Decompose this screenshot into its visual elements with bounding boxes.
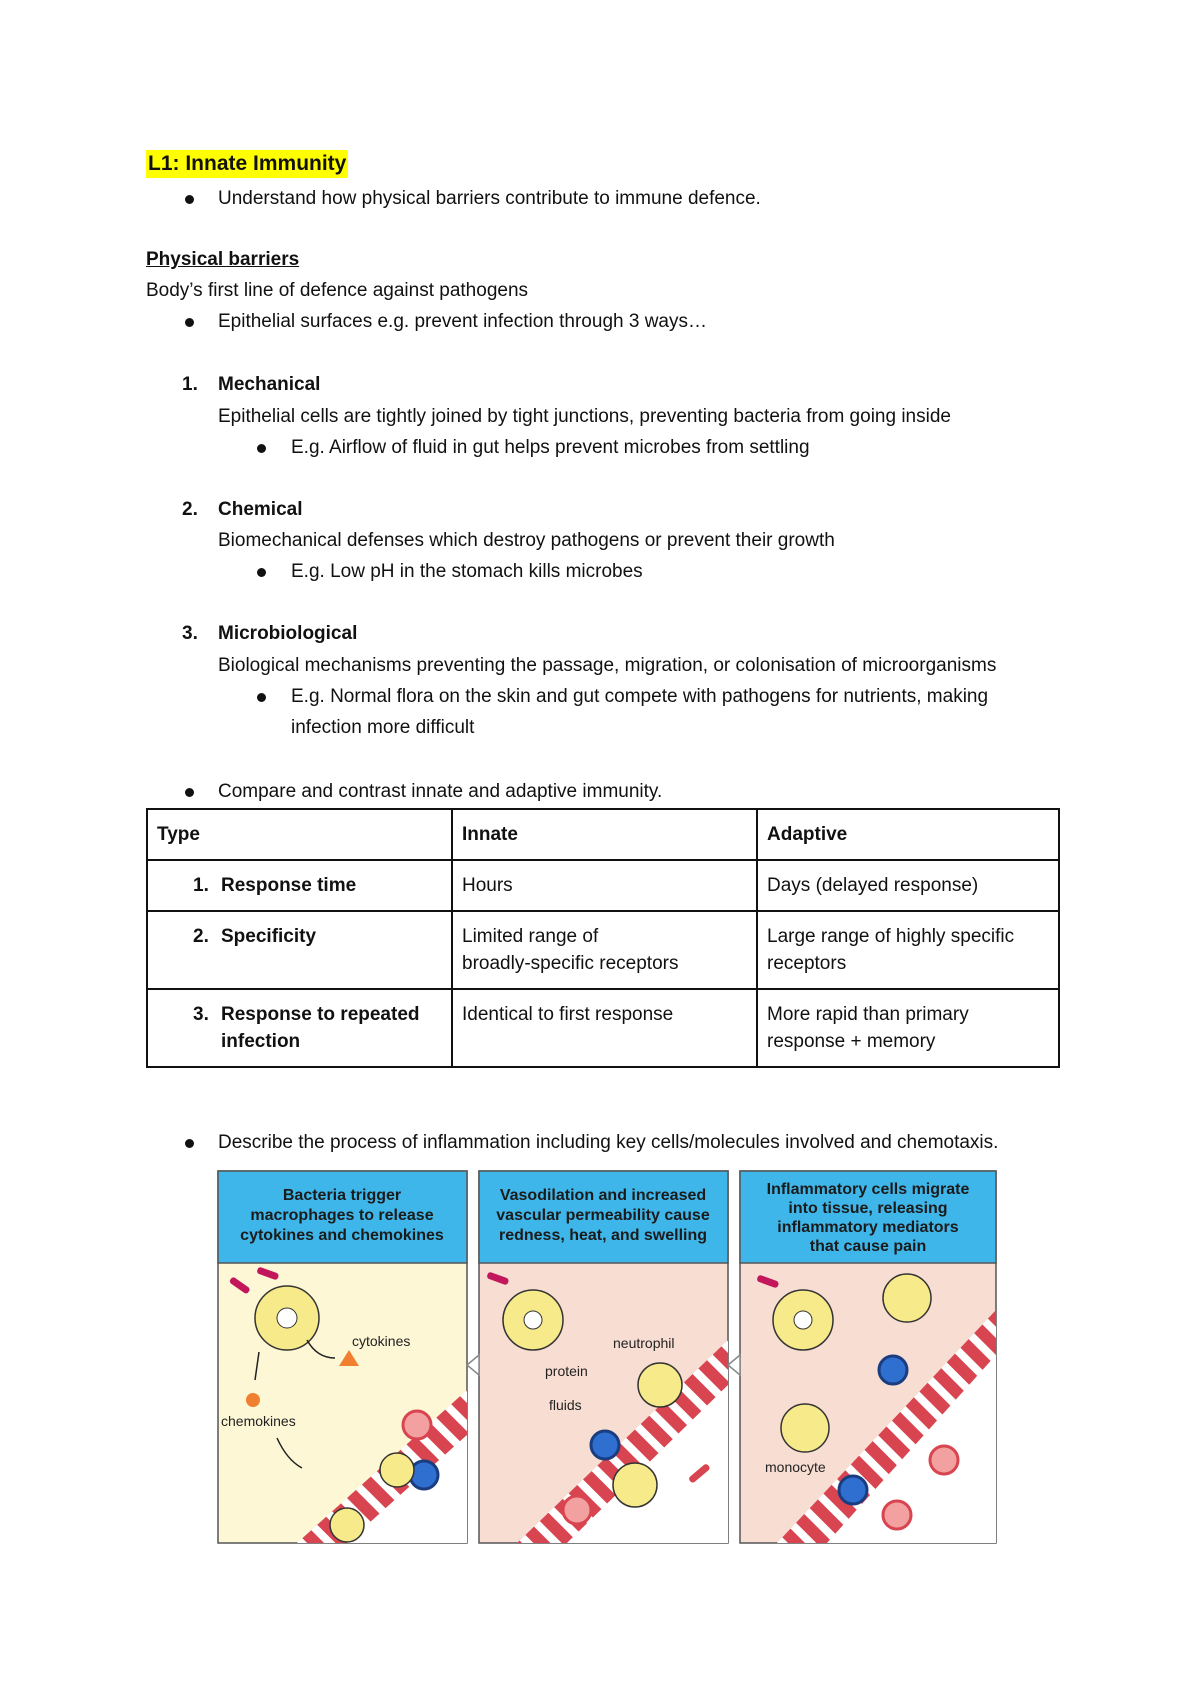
list-number-2: 2. (182, 499, 198, 520)
monocyte-icon (613, 1463, 657, 1507)
objective-2: Compare and contrast innate and adaptive immunity. (218, 781, 663, 802)
label-neutrophil: neutrophil (613, 1335, 675, 1351)
label-protein: protein (545, 1363, 588, 1379)
table-row (147, 860, 1059, 911)
label-monocyte: monocyte (765, 1459, 826, 1475)
table-cell-type: 3. Response to repeated infection (147, 989, 452, 1067)
lymphocyte-icon (410, 1461, 438, 1489)
table-cell-type: 2. Specificity (147, 911, 452, 989)
bullet-icon (185, 318, 194, 327)
monocyte-icon (781, 1404, 829, 1452)
bullet-icon (185, 195, 194, 204)
monocyte-icon (330, 1508, 364, 1542)
neutrophil-icon (380, 1453, 414, 1487)
neutrophil-icon (638, 1363, 682, 1407)
table-header-row (147, 809, 1059, 860)
objective-3: Describe the process of inflammation including key cells/molecules involved and chemotaxis. (218, 1132, 999, 1153)
bullet-icon (257, 444, 266, 453)
list-number-3: 3. (182, 623, 198, 644)
panel-2-title-line-1: Vasodilation and increased (499, 1187, 707, 1204)
barrier-desc-mechanical: Epithelial cells are tightly joined by tight junctions, preventing bacteria from going inside (218, 406, 951, 427)
table-header-cell: Type (147, 809, 452, 860)
row-label: Specificity (221, 926, 317, 947)
table-header-cell: Adaptive (757, 809, 1059, 860)
panel-1-title-line-1: Bacteria trigger (282, 1187, 402, 1204)
panel-3-title-line-1: Inflammatory cells migrate (766, 1181, 970, 1198)
barrier-desc-microbiological: Biological mechanisms preventing the passage, migration, or colonisation of microorganisms (218, 655, 997, 676)
barrier-example-mechanical: E.g. Airflow of fluid in gut helps prevent microbes from settling (291, 437, 810, 458)
barrier-example-chemical: E.g. Low pH in the stomach kills microbes (291, 561, 643, 582)
panel-1 (218, 1171, 467, 1543)
panel-3-title-line-3: inflammatory mediators (777, 1219, 959, 1236)
bullet-icon (257, 568, 266, 577)
epithelial-bullet: Epithelial surfaces e.g. prevent infection through 3 ways… (218, 311, 707, 332)
panel-2-title-line-3: redness, heat, and swelling (498, 1227, 708, 1244)
row-label: Response time (221, 875, 357, 896)
comparison-table (146, 808, 1060, 1068)
section-heading-physical-barriers: Physical barriers (146, 249, 300, 270)
bullet-icon (185, 788, 194, 797)
table-row (147, 911, 1059, 989)
neutrophil-icon (883, 1274, 931, 1322)
chemokine-dot-icon (246, 1393, 260, 1407)
barrier-example-microbiological-cont: infection more difficult (291, 717, 475, 738)
table-cell-type: 1. Response time (147, 860, 452, 911)
lymphocyte-icon (839, 1476, 867, 1504)
table-cell-innate: Hours (452, 860, 757, 911)
panel-arrow-icon (467, 1355, 479, 1375)
bullet-icon (185, 1139, 194, 1148)
panel-3-title-line-2: into tissue, releasing (788, 1200, 948, 1217)
lymphocyte-icon (879, 1356, 907, 1384)
lymphocyte-icon (591, 1431, 619, 1459)
row-label: Response to repeated infection (221, 1004, 420, 1052)
section-intro: Body’s first line of defence against pathogens (146, 280, 529, 301)
panel-2 (479, 1171, 728, 1543)
barrier-name-chemical: Chemical (218, 499, 303, 520)
table-cell-innate: Limited range of broadly-specific receptors (452, 911, 757, 989)
red-blood-cell-icon (563, 1496, 591, 1524)
panel-1-title-line-3: cytokines and chemokines (240, 1227, 444, 1244)
barrier-name-mechanical: Mechanical (218, 374, 321, 395)
label-chemokines: chemokines (221, 1413, 296, 1429)
table-cell-adaptive: Large range of highly specific receptors (757, 911, 1059, 989)
panel-2-title-line-2: vascular permeability cause (496, 1207, 710, 1224)
table-cell-innate: Identical to first response (452, 989, 757, 1067)
table-cell-adaptive: Days (delayed response) (757, 860, 1059, 911)
table-row (147, 989, 1059, 1067)
red-blood-cell-icon (930, 1446, 958, 1474)
panel-arrow-icon (728, 1355, 740, 1375)
red-blood-cell-icon (883, 1501, 911, 1529)
inflammation-diagram (217, 1170, 997, 1546)
table-cell-adaptive: More rapid than primary response + memory (757, 989, 1059, 1067)
barrier-desc-chemical: Biomechanical defenses which destroy pathogens or prevent their growth (218, 530, 835, 551)
barrier-name-microbiological: Microbiological (218, 623, 358, 644)
objective-1: Understand how physical barriers contribute to immune defence. (218, 188, 761, 209)
label-cytokines: cytokines (352, 1333, 411, 1349)
red-blood-cell-icon (403, 1411, 431, 1439)
panel-3 (740, 1171, 996, 1543)
table-header-cell: Innate (452, 809, 757, 860)
label-fluids: fluids (549, 1397, 582, 1413)
page-title: L1: Innate Immunity (146, 150, 348, 178)
panel-3-title-line-4: that cause pain (809, 1238, 927, 1255)
panel-1-title-line-2: macrophages to release (250, 1207, 434, 1224)
barrier-example-microbiological: E.g. Normal flora on the skin and gut compete with pathogens for nutrients, making (291, 686, 989, 707)
list-number-1: 1. (182, 374, 198, 395)
bullet-icon (257, 693, 266, 702)
